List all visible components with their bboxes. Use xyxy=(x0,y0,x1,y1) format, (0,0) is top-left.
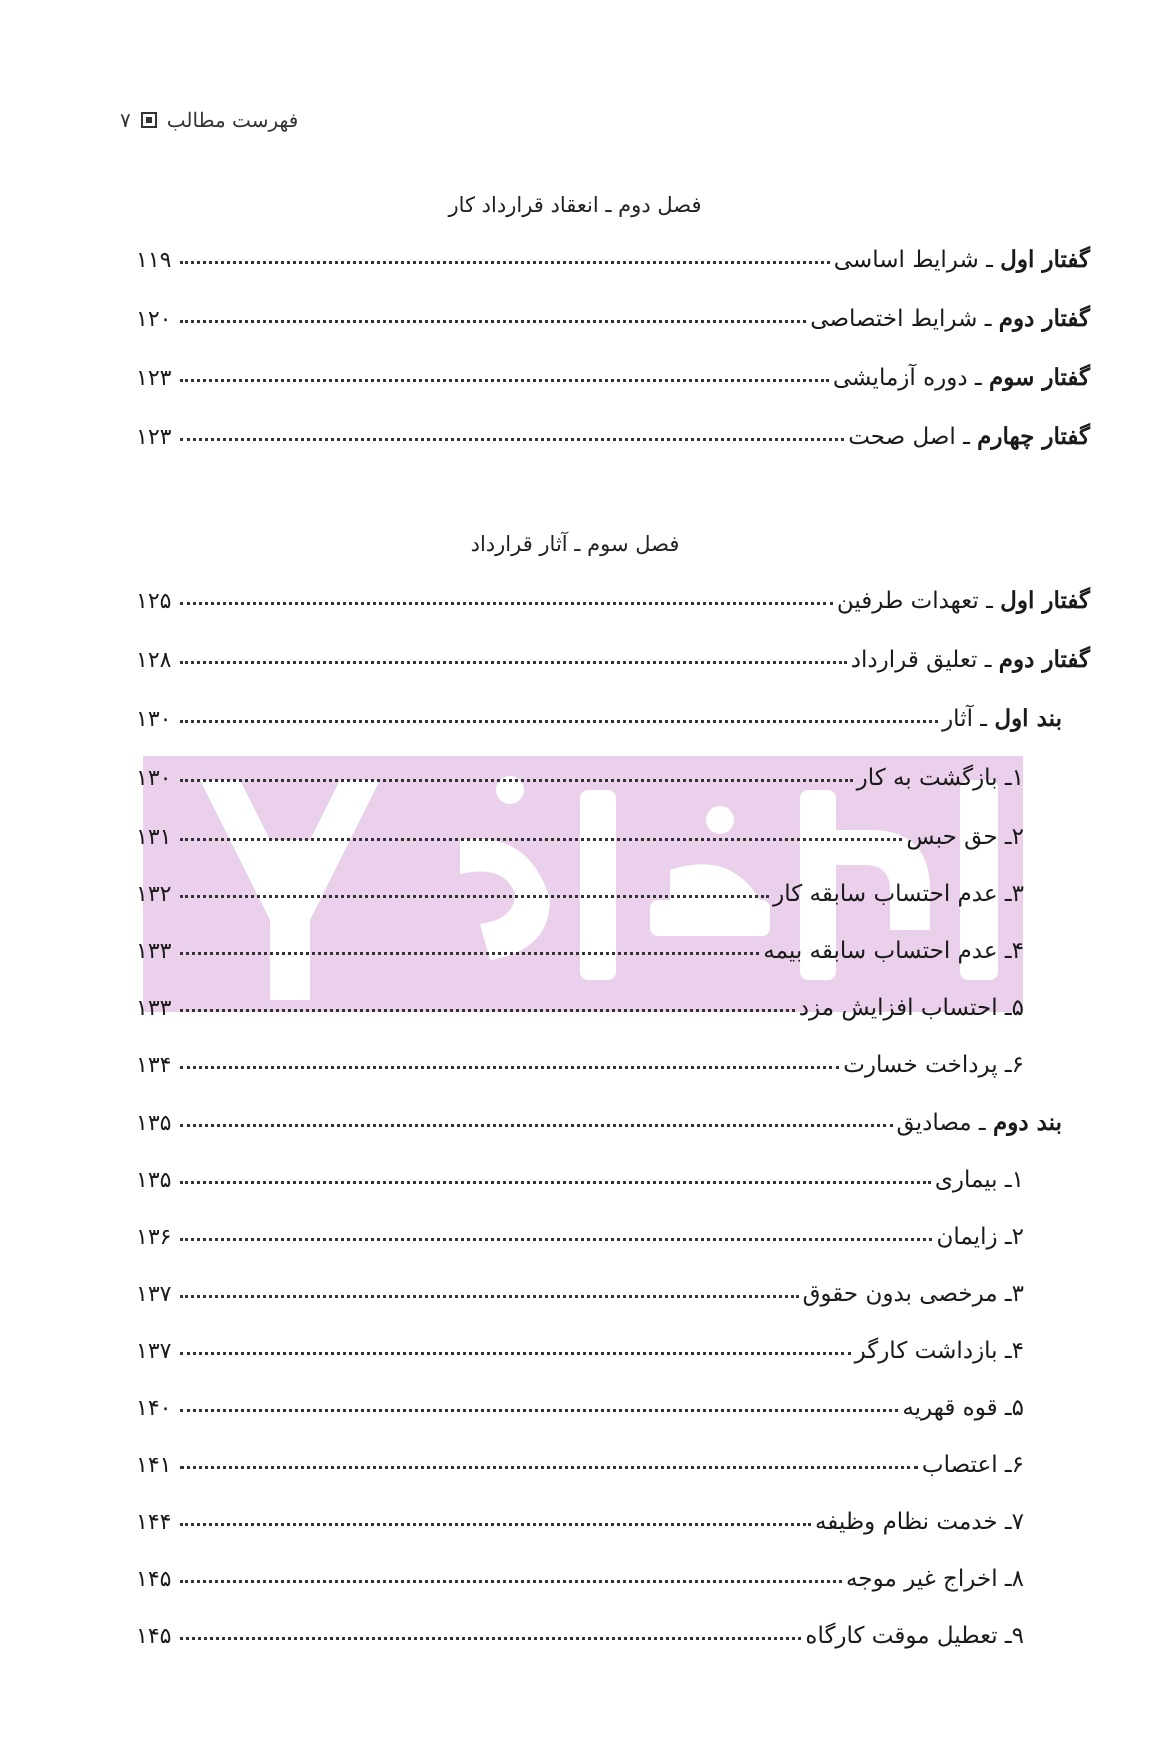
header-title: فهرست مطالب xyxy=(166,108,299,132)
toc-entry[interactable]: گفتار دوم ـ شرایط اختصاصی ۱۲۰ xyxy=(136,305,1090,332)
toc-entry[interactable]: بند دوم ـ مصادیق ۱۳۵ xyxy=(136,1109,1062,1136)
toc-entry[interactable]: ۶ـ اعتصاب ۱۴۱ xyxy=(136,1452,1024,1478)
running-header xyxy=(120,108,298,132)
toc-entry[interactable]: ۴ـ بازداشت کارگر ۱۳۷ xyxy=(136,1338,1024,1364)
toc-entry[interactable]: ۲ـ حق حبس ۱۳۱ xyxy=(136,824,1024,850)
chapter-heading: فصل سوم ـ آثار قرارداد xyxy=(470,532,680,556)
header-page-number: ۷ xyxy=(120,108,131,132)
toc-entry[interactable]: گفتار چهارم ـ اصل صحت ۱۲۳ xyxy=(136,423,1090,450)
square-bullet-icon xyxy=(141,112,157,128)
toc-entry[interactable]: ۱ـ بیماری ۱۳۵ xyxy=(136,1167,1024,1193)
toc-entry[interactable]: گفتار اول ـ تعهدات طرفین ۱۲۵ xyxy=(136,587,1090,614)
toc-entry[interactable]: ۷ـ خدمت نظام وظیفه ۱۴۴ xyxy=(136,1509,1024,1535)
toc-entry[interactable]: ۳ـ عدم احتساب سابقه کار ۱۳۲ xyxy=(136,881,1024,907)
toc-entry[interactable]: ۵ـ احتساب افزایش مزد ۱۳۳ xyxy=(136,995,1024,1021)
toc-entry[interactable]: ۳ـ مرخصی بدون حقوق ۱۳۷ xyxy=(136,1281,1024,1307)
toc-entry[interactable]: ۱ـ بازگشت به کار ۱۳۰ xyxy=(136,765,1024,791)
toc-entry[interactable]: ۲ـ زایمان ۱۳۶ xyxy=(136,1224,1024,1250)
toc-entry[interactable]: گفتار اول ـ شرایط اساسی ۱۱۹ xyxy=(136,246,1090,273)
toc-entry[interactable]: گفتار دوم ـ تعلیق قرارداد ۱۲۸ xyxy=(136,646,1090,673)
toc-entry[interactable]: ۵ـ قوه قهریه ۱۴۰ xyxy=(136,1395,1024,1421)
toc-entry[interactable]: گفتار سوم ـ دوره آزمایشی ۱۲۳ xyxy=(136,364,1090,391)
chapter-heading: فصل دوم ـ انعقاد قرارداد کار xyxy=(448,193,702,217)
toc-entry[interactable]: ۸ـ اخراج غیر موجه ۱۴۵ xyxy=(136,1566,1024,1592)
toc-entry[interactable]: ۶ـ پرداخت خسارت ۱۳۴ xyxy=(136,1052,1024,1078)
toc-entry[interactable]: ۹ـ تعطیل موقت کارگاه ۱۴۵ xyxy=(136,1623,1024,1649)
toc-entry[interactable]: ۴ـ عدم احتساب سابقه بیمه ۱۳۳ xyxy=(136,938,1024,964)
toc-entry[interactable]: بند اول ـ آثار ۱۳۰ xyxy=(136,705,1062,732)
